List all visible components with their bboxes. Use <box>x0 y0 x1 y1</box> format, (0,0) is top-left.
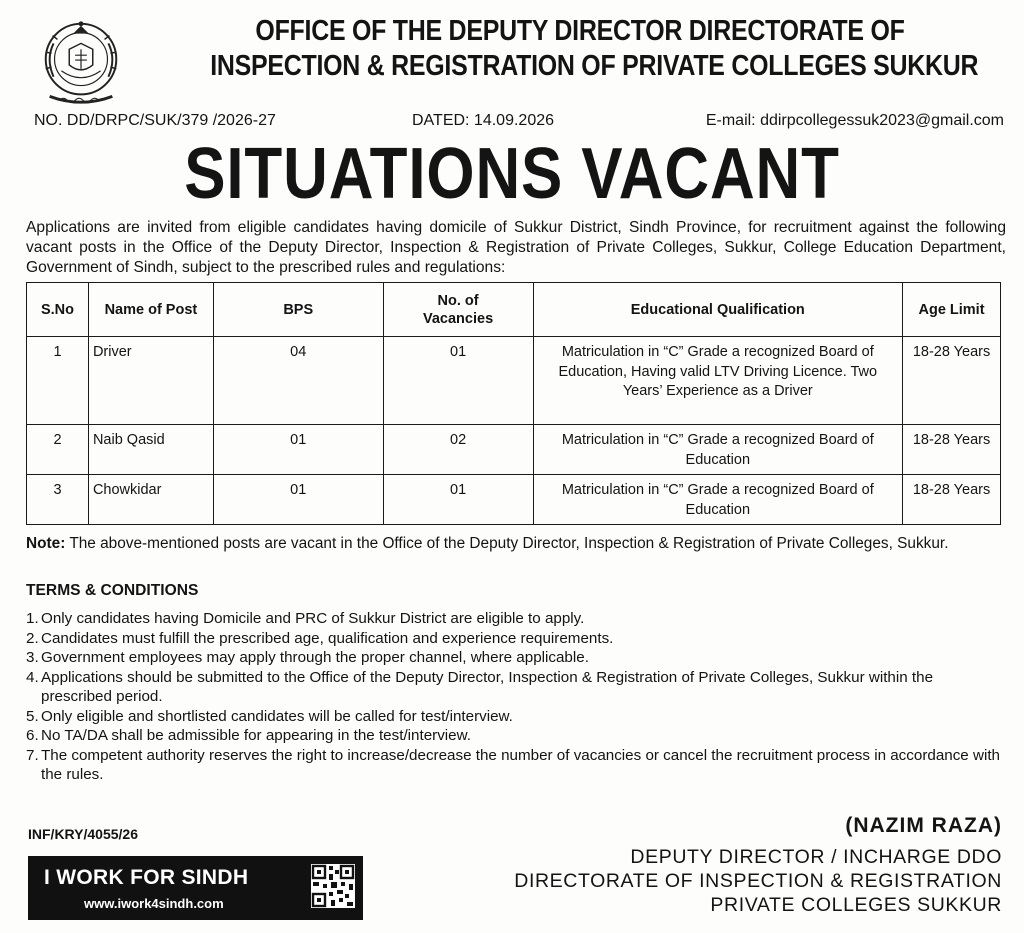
intro-paragraph: Applications are invited from eligible candidates having domicile of Sukkur District, Sindh Province, for recruitment against the following vacant posts in the Office of the Deputy Director, Inspection & Registration of Private Colleges, Sukkur, College Education Department, Government of Sindh, subject to the prescribed rules and regulations: <box>26 219 1006 276</box>
term-number: 7. <box>26 746 39 764</box>
col-header-vacancies <box>383 283 533 337</box>
cell-age: 18-28 Years <box>903 475 1001 525</box>
list-item <box>26 648 1006 668</box>
term-text: No TA/DA shall be admissible for appearing in the test/interview. <box>41 727 471 744</box>
headline: SITUATIONS VACANT <box>184 134 840 214</box>
cell-age: 18-28 Years <box>903 425 1001 475</box>
term-number: 2. <box>26 629 39 647</box>
table-row <box>27 337 1001 425</box>
term-number: 4. <box>26 668 39 686</box>
col-header-qualification: Educational Qualification <box>533 283 903 337</box>
inf-number: INF/KRY/4055/26 <box>28 826 138 842</box>
term-text: Only eligible and shortlisted candidates will be called for test/interview. <box>41 707 513 725</box>
term-number: 5. <box>26 707 39 725</box>
signatory-name: (NAZIM RAZA) <box>845 814 1002 837</box>
table-header-row <box>27 283 1001 337</box>
col-header-vacancies-label: No. of Vacancies <box>422 292 494 327</box>
sindh-government-emblem-icon <box>32 14 130 112</box>
cell-qualification: Matriculation in “C” Grade a recognized Board of Education <box>533 475 903 525</box>
cell-bps: 01 <box>213 475 383 525</box>
list-item <box>26 726 1006 746</box>
list-item <box>26 707 1006 727</box>
cell-bps: 04 <box>213 337 383 425</box>
cell-qualification: Matriculation in “C” Grade a recognized Board of Education, Having valid LTV Driving Licence. Two Years’ Experience as a Driver <box>533 337 903 425</box>
cell-bps: 01 <box>213 425 383 475</box>
table-row <box>27 475 1001 525</box>
terms-heading: TERMS & CONDITIONS <box>26 582 199 599</box>
office-title <box>210 14 979 84</box>
email-label: E-mail: ddirpcollegessuk2023@gmail.com <box>705 112 1004 129</box>
cell-sno: 1 <box>27 337 89 425</box>
iwork-sindh-banner <box>28 856 363 920</box>
col-header-sno: S.No <box>27 283 89 337</box>
banner-text: I WORK FOR SINDH <box>44 866 249 889</box>
term-text: Candidates must fulfill the prescribed age, qualification and experience requirements. <box>41 629 614 647</box>
note-paragraph <box>26 534 1006 554</box>
list-item <box>26 629 1006 649</box>
note-text: The above-mentioned posts are vacant in the Office of the Deputy Director, Inspection & Registration of Private Colleges, Sukkur. <box>65 535 949 552</box>
term-number: 6. <box>26 727 39 744</box>
note-label: Note: <box>26 535 66 552</box>
table-row <box>27 425 1001 475</box>
qr-code-icon <box>311 864 355 908</box>
term-text: Only candidates having Domicile and PRC of Sukkur District are eligible to apply. <box>41 610 585 627</box>
cell-post: Chowkidar <box>88 475 213 525</box>
list-item <box>26 746 1006 785</box>
term-number: 3. <box>26 649 39 666</box>
office-title-line2: INSPECTION & REGISTRATION OF PRIVATE COLLEGES SUKKUR <box>210 50 979 82</box>
cell-vacancies: 02 <box>383 425 533 475</box>
term-text: Applications should be submitted to the Office of the Deputy Director, Inspection & Registration of Private Colleges, Sukkur within the prescribed period. <box>41 668 934 705</box>
cell-qualification: Matriculation in “C” Grade a recognized Board of Education <box>533 425 903 475</box>
signatory-office: PRIVATE COLLEGES SUKKUR <box>710 894 1002 916</box>
vacancies-table <box>26 282 1001 525</box>
cell-vacancies: 01 <box>383 475 533 525</box>
signatory-designation: DEPUTY DIRECTOR / INCHARGE DDO <box>630 846 1002 868</box>
signatory-directorate: DIRECTORATE OF INSPECTION & REGISTRATION <box>514 870 1002 892</box>
list-item <box>26 609 1006 629</box>
cell-vacancies: 01 <box>383 337 533 425</box>
list-item <box>26 668 1006 707</box>
col-header-post: Name of Post <box>88 283 213 337</box>
term-text: The competent authority reserves the right to increase/decrease the number of vacancies or cancel the recruitment process in accordance with the rules. <box>41 746 1000 783</box>
term-text: Government employees may apply through the proper channel, where applicable. <box>41 649 589 666</box>
cell-post: Naib Qasid <box>88 425 213 475</box>
col-header-bps: BPS <box>213 283 383 337</box>
reference-number: NO. DD/DRPC/SUK/379 /2026-27 <box>34 112 276 129</box>
dated-label: DATED: 14.09.2026 <box>412 112 555 129</box>
office-title-line1: OFFICE OF THE DEPUTY DIRECTOR DIRECTORATE OF <box>255 15 905 47</box>
banner-url: www.iwork4sindh.com <box>84 896 224 911</box>
cell-age: 18-28 Years <box>903 337 1001 425</box>
term-number: 1. <box>26 610 39 627</box>
terms-list <box>26 609 1006 785</box>
cell-sno: 2 <box>27 425 89 475</box>
cell-post: Driver <box>88 337 213 425</box>
cell-sno: 3 <box>27 475 89 525</box>
reference-line <box>34 112 1004 134</box>
col-header-age: Age Limit <box>903 283 1001 337</box>
